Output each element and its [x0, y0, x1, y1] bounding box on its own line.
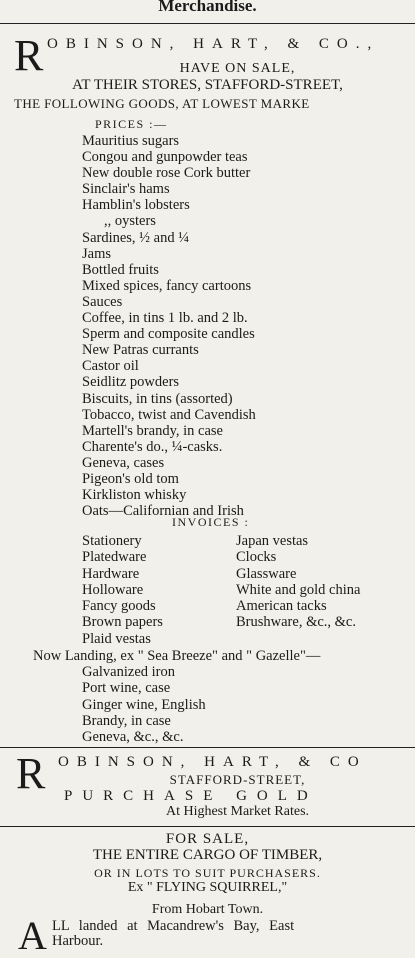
- landing-item: Ginger wine, English: [82, 696, 206, 713]
- list-item: Tobacco, twist and Cavendish: [82, 406, 256, 423]
- list-item: Sinclair's hams: [82, 181, 170, 198]
- list-item: Mixed spices, fancy cartoons: [82, 277, 252, 294]
- list-item: Mauritius sugars: [82, 133, 180, 149]
- invoice-item: Fancy goods: [82, 598, 156, 615]
- ad2-purchase-gold: PURCHASE GOLD: [64, 788, 318, 804]
- invoice-item: American tacks: [236, 598, 327, 615]
- ad3-landed: LL landed at Macandrew's Bay, East: [52, 918, 295, 934]
- ad1-landing-list: [82, 664, 206, 745]
- ad3-dropcap: A: [18, 913, 47, 958]
- ad3-ex-ship: Ex " FLYING SQUIRREL,": [127, 880, 288, 895]
- list-item: Castor oil: [82, 358, 139, 375]
- list-item: Jams: [82, 245, 111, 262]
- landing-item: Geneva, &c., &c.: [82, 729, 184, 746]
- ad1-now-landing: Now Landing, ex " Sea Breeze" and " Gazelle"—: [33, 648, 321, 664]
- invoice-item: Holloware: [82, 581, 144, 598]
- ad1-invoices-heading: INVOICES :: [172, 515, 250, 529]
- list-item: Pigeon's old tom: [82, 470, 179, 487]
- ad1-stores: AT THEIR STORES, STAFFORD-STREET,: [72, 77, 343, 93]
- ad1-item-list: [82, 133, 256, 519]
- invoice-item: White and gold china: [236, 581, 361, 598]
- invoice-item: Stationery: [82, 533, 142, 549]
- invoice-item: Platedware: [82, 549, 147, 566]
- ad1-have-on-sale: HAVE ON SALE,: [179, 61, 296, 76]
- ad1-invoices-right: [236, 533, 360, 631]
- list-item: Charente's do., ¼-casks.: [82, 438, 223, 455]
- list-item: Kirkliston whisky: [82, 487, 187, 504]
- list-item: Bottled fruits: [82, 261, 159, 278]
- list-item: Oats—Californian and Irish: [82, 503, 244, 520]
- invoice-item: Hardware: [82, 565, 140, 582]
- ad2-dropcap: R: [16, 749, 46, 798]
- ad3-for-sale: FOR SALE,: [165, 831, 250, 847]
- landing-item: Port wine, case: [82, 680, 171, 697]
- ad2-firm-name: OBINSON, HART, & CO: [58, 754, 367, 770]
- invoice-item: Brushware, &c., &c.: [236, 614, 356, 631]
- list-item: Congou and gunpowder teas: [82, 149, 248, 166]
- invoice-item: Glassware: [236, 565, 297, 582]
- ad3-cargo: THE ENTIRE CARGO OF TIMBER,: [92, 847, 323, 863]
- list-item: Geneva, cases: [82, 454, 165, 471]
- ad1-invoices-left: [82, 533, 163, 647]
- ad3-from: From Hobart Town.: [151, 902, 264, 917]
- ad3-harbour: Harbour.: [52, 933, 104, 949]
- list-item: New Patras currants: [82, 342, 199, 359]
- ad1-following: THE FOLLOWING GOODS, AT LOWEST MARKE: [14, 96, 310, 111]
- list-item: Coffee, in tins 1 lb. and 2 lb.: [82, 310, 248, 327]
- rule-3: [0, 826, 415, 827]
- list-item: Biscuits, in tins (assorted): [82, 390, 233, 407]
- invoice-item: Clocks: [236, 549, 277, 566]
- ad3-lots: OR IN LOTS TO SUIT PURCHASERS.: [94, 866, 321, 880]
- top-rule: [0, 23, 415, 24]
- list-item: Seidlitz powders: [82, 374, 180, 391]
- ad1-dropcap: R: [14, 31, 44, 80]
- ad2-street: STAFFORD-STREET,: [169, 772, 306, 787]
- ad1-prices-heading: PRICES :—: [95, 117, 168, 131]
- list-item: New double rose Cork butter: [82, 165, 251, 182]
- list-item: Sperm and composite candles: [82, 326, 255, 343]
- section-heading: Merchandise.: [158, 0, 257, 15]
- list-item: Sauces: [82, 293, 123, 310]
- invoice-item: Plaid vestas: [82, 630, 151, 647]
- landing-item: Brandy, in case: [82, 712, 171, 729]
- invoice-item: Japan vestas: [236, 533, 309, 549]
- list-item: Martell's brandy, in case: [82, 422, 223, 439]
- ad2-rates: At Highest Market Rates.: [165, 804, 310, 819]
- landing-item: Galvanized iron: [82, 664, 176, 680]
- list-item: Sardines, ½ and ¼: [82, 229, 190, 246]
- list-item: Hamblin's lobsters: [82, 197, 190, 214]
- invoice-item: Brown papers: [82, 614, 163, 631]
- ad1-firm-name: OBINSON, HART, & CO.,: [47, 36, 380, 52]
- list-item: ,, oysters: [104, 213, 156, 230]
- rule-2: [0, 747, 415, 748]
